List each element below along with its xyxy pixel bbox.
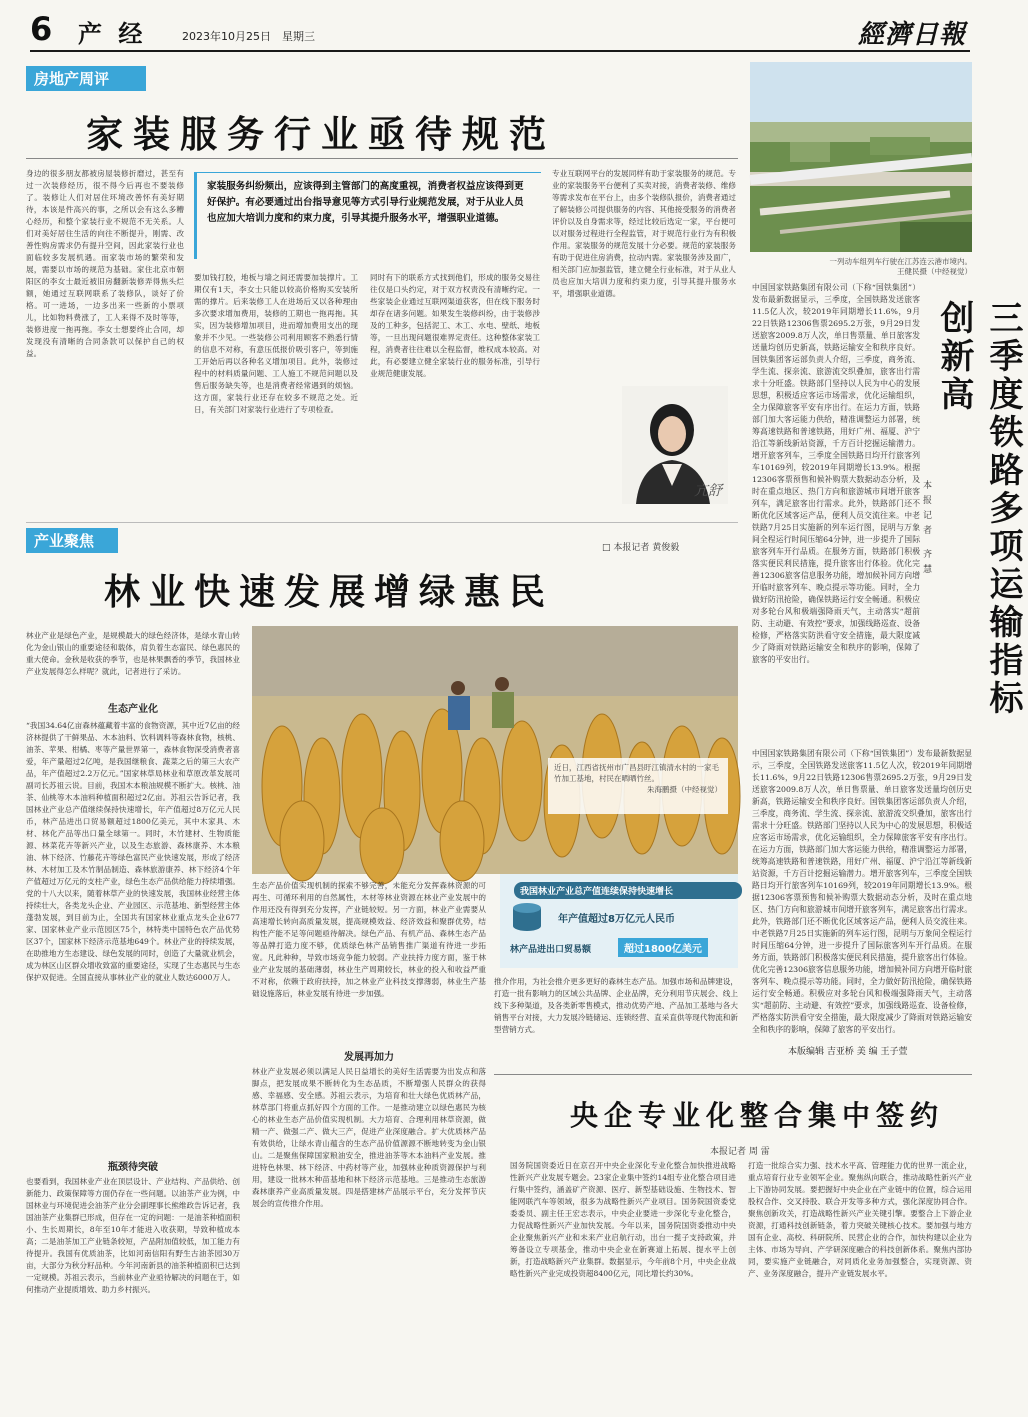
issue-weekday: 星期三 [282, 30, 315, 43]
forestry-infographic [500, 874, 738, 968]
infographic-value-2: 超过1800亿美元 [618, 938, 708, 957]
page-editors: 本版编辑 吉亚桥 美 编 王子萱 [788, 1047, 908, 1057]
realestate-pullquote: 家装服务纠纷频出，应该得到主管部门的高度重视，消费者权益应该得到更好保护。有必要通过出台指导意见等方式引导行业规范发展，对于从业人员也应加大培训力度和约束力度，引导其提升服务水平，增强职业道德。 [207, 181, 524, 224]
railway-body-lower: 中国国家铁路集团有限公司（下称“国铁集团”）发布最新数据显示，三季度，全国铁路发送旅客11.5亿人次，较2019年同期增长11.6%，9月22日铁路12306售票2695.2万张，9月29日发送旅客2009.8万人次，单日售票量、单日旅客发送量均创历史新高，铁路运输安全和秩序良好。国铁集团客运部负责人介绍，三季度，商务流、学生流、探亲流、旅游流交织叠加，旅客出行需求十分旺盛。铁路部门坚持以人民为中心的发展思想，积极适应客运市场需求，优化运输组织，全力保障旅客平安有序出行。在运力方面，铁路部门加大客运能力供给，精准调整运力部署，统筹高速铁路和普速铁路，用好广州、福厦、沪宁沿江等新线新站资源，千方百计挖掘运输潜力。增开旅客列车，三季度全国铁路日均开行旅客列车10169列，较2019年同期增长13.9%。根据12306客票预售和候补购票大数据动态分析，及时在重点地区、热门方向和旅游城市间增开旅客列车，满足旅客出行需求。此外，铁路部门还不断优化区域客运产品，便利人员交流往来。中老铁路7月25日实施新的列车运行图，昆明与万象间全程运行时间压缩64分钟，进一步提升了国际旅客列车开行品质。在服务方面，铁路部门积极落实便民利民措施，提升旅客出行体验。优化完善12306旅客信息服务功能，增加候补同方向增开临时旅客列车、晚点提示等功能。同时，全力做好防汛抢险，确保铁路运行安全畅通。积极应对多轮台风和极端强降雨天气，主动落实“超前防、主动避、有效控”要求，加强线路巡查、设备检修，严格落实防洪看守安全措施，最大限度减少了降雨对铁路运输安全和秩序的影响，保障了旅客的平安出行。 [752, 749, 972, 1034]
soe-headline: 央企专业化整合集中签约 [570, 1099, 945, 1132]
forestry-photo-caption: 近日，江西省抚州市广昌县盱江镇清水村的一家毛竹加工基地，村民在晒晒竹丝。 [554, 763, 719, 783]
forestry-column-2b: 林业产业发展必须以满足人民日益增长的美好生活需要为出发点和落脚点，把发展成果不断转化为生态品质，不断增强人民群众的获得感、幸福感、安全感。苏祖云表示，为培育和壮大绿色优质林产品，林草部门将重点抓好四个方面的工作。一是推动建立以绿色惠民为核心的林业生态产品价值实现机制。大力培育、合理利用林草资源，做精一产、做强二产、做大三产，促进产业深度融合。扩大优质林产品有效供给，让绿水青山蕴含的生态产品价值源源不断地转变为金山银山。二是聚焦保障国家粮油安全，推进油茶等木本油料产业发展。推进特色林果、林下经济、中药材等产业，加强林业种质资源保护与利用，建设一批林木种苗基地和林下经济示范基地。三是推动生态旅游森林康养产业高质量发展。四是搭建林产品展示平台，充分发挥节庆展会的宣传推介作用。 [252, 1067, 486, 1208]
infographic-label-2: 林产品进出口贸易额 [510, 945, 592, 955]
section-tag-realestate: 房地产周评 [26, 66, 146, 91]
issue-date: 2023年10月25日 [182, 30, 271, 43]
forestry-photo [252, 626, 738, 874]
realestate-column-1: 身边的很多朋友都被房屋装修折磨过，甚至有过一次装修经历，很不得今后再也不要装修了。装修让人们对居住环境改善怀有美好期待，本该是件高兴的事，之所以会有这么多糟心经历，和整个家装行业不规范不无关系。人们对美好居住生活的向往不断提升，刚需、改善性购房需求仍有提升空间，因此家装行业也面临较多发展机遇。而家装市场的繁荣和发展，需要以市场的规范为基础。家住北京市朝阳区的李女士最近被旧房翻新装修弄得焦头烂额，她通过互联网联系了装修队，谈好了价格。可一进场，一边多出来一些新的小票项儿，比如物料费涨了，工人来得不及时等等，装修进度一拖再拖。李女士想要终止合同，却发现没有清晰的合同条款可以保护自己的权益。 [26, 169, 184, 358]
forestry-column-2: 生态产品价值实现机制的探索不够完善，未能充分发挥森林资源的可再生、可循环利用的自然属性，木材等林业资源在林业产业发展中的作用还没有得到充分发挥，产业链较短。另一方面，林业产业需要从高速增长转向高质量发展，提高规模效益、经济效益和聚群优势，结构性产能不足等问题亟待解决。绿色产品、有机产品、森林生态产品等品牌打造力度不够，优质绿色林产品销售推广渠道有待进一步拓宽。凡此种种，导致市场竞争能力较弱。产业扶持力度方面，鉴于林业产业发展的基础薄弱，林业生产周期较长，林业的投入和收益严重不对称，依赖于政府扶持，加之林业产业科技支撑薄弱，林业生产基础设施落后，林业发展有待进一步加强。 [252, 881, 486, 998]
forestry-subhead-1: 生态产业化 [108, 704, 158, 715]
infographic-value-1: 年产值超过8万亿元人民币 [558, 914, 675, 925]
soe-box-rule [494, 1074, 972, 1075]
realestate-headline-rule [26, 158, 738, 159]
railway-body: 中国国家铁路集团有限公司（下称“国铁集团”）发布最新数据显示，三季度，全国铁路发送旅客11.5亿人次，较2019年同期增长11.6%，9月22日铁路12306售票2695.2万张，9月29日发送旅客2009.8万人次，单日售票量、单日旅客发送量均创历史新高，铁路运输安全和秩序良好。国铁集团客运部负责人介绍，三季度，商务流、学生流、探亲流、旅游流交织叠加，旅客出行需求十分旺盛。铁路部门坚持以人民为中心的发展思想，积极适应客运市场需求，优化运输组织，全力保障旅客平安有序出行。在运力方面，铁路部门加大客运能力供给，精准调整运力部署，统筹高速铁路和普速铁路，用好广州、福厦、沪宁沿江等新线新站资源，千方百计挖掘运输潜力。增开旅客列车，三季度全国铁路日均开行旅客列车10169列，较2019年同期增长13.9%。根据12306客票预售和候补购票大数据动态分析，及时在重点地区、热门方向和旅游城市间增开旅客列车，满足旅客出行需求。此外，铁路部门还不断优化区域客运产品，便利人员交流往来。中老铁路7月25日实施新的列车运行图，昆明与万象间全程运行时间压缩64分钟，进一步提升了国际旅客列车开行品质。在服务方面，铁路部门积极落实便民利民措施，提升旅客出行体验。优化完善12306旅客信息服务功能，增加候补同方向增开临时旅客列车、晚点提示等功能。同时，全力做好防汛抢险，确保铁路运行安全畅通。积极应对多轮台风和极端强降雨天气，主动落实“超前防、主动避、有效控”要求，加强线路巡查、设备检修，严格落实防洪看守安全措施，最大限度减少了降雨对铁路运输安全和秩序的影响，保障了旅客的平安出行。 [752, 283, 920, 664]
railway-photo-credit: 王健民摄（中经视觉） [897, 267, 972, 276]
realestate-column-4: 专业互联网平台的发展同样有助于家装服务的规范。专业的家装服务平台便利了买卖对接，消费者装修、维修等需求发布在平台上，由多个装修队报价，消费者通过了解装修公司提供服务的内容、其他接受服务的消费者评价以及自身需求等，经过比较后选定一家，平台便可以对服务过程进行全程监管，对于规范行业行为有积极作用。家装服务的规范发展十分必要。规范的家装服务有助于促进住房消费，拉动内需。家装服务涉及面广，相关部门应加强监管，建立健全行业标准，对于从业人员也应加大培训力度和约束力度，引导其提升服务水平，增强职业道德。 [552, 169, 736, 298]
forestry-column-3: 推介作用，为社会推介更多更好的森林生态产品。加强市场和品牌建设，打造一批有影响力的区域公共品牌、企业品牌，充分利用节庆展会、线上线下多种渠道，及各类新零售模式，推动优势产地、产品加工基地与各大销售平台对接，大力发展冷链储运、连锁经营、直采直供等现代物流和新型营销方式。 [494, 977, 738, 1034]
soe-column-1: 国务院国资委近日在京召开中央企业深化专业化整合加快推进战略性新兴产业发展专题会。23家企业集中签约14组专业化整合项目进行集中签约，涵盖矿产资源、医疗、新型基础设施、生物技术、智能网联汽车等领域，很多为战略性新兴产业项目。国务院国资委党委委员、副主任王宏志表示，中央企业要进一步深化专业化整合，力促战略性新兴产业加快发展。今年以来，国务院国资委推动中央企业聚焦新兴产业和未来产业启航行动，出台一揽子支持政策，并筹备设立专项基金，推动中央企业在新赛道上拓展、提水平上创新，打造战略新兴产业集群。数据显示，今年前8个月，中央企业战略性新兴产业完成投资超8400亿元，同比增长约30%。 [510, 1161, 736, 1278]
columnist-portrait [622, 386, 728, 504]
forestry-subhead-2: 瓶颈待突破 [108, 1162, 158, 1173]
infographic-title: 我国林业产业总产值连续保持快速增长 [514, 882, 742, 899]
forestry-caption-box [548, 758, 728, 814]
soe-byline: 本报记者 周 雷 [710, 1147, 770, 1157]
page-number: 6 [30, 10, 53, 48]
forestry-column-1b: 也要看到，我国林业产业在顶层设计、产业结构、产品供给、创新能力、政策保障等方面仍存在一些问题。以油茶产业为例，中国林业与环境促进会油茶产业分会副理事长熊维政告诉记者，我国油茶产业集群已形成，但存在一定的问题：一是油茶种植面积小、生长周期长，8年至10年才能进入收获期，导致种植成本高；二是油茶加工产业链条较短，产品附加值较低，加工能力有待提升。我国有优质油茶，比如河南信阳有野生古油茶园30万亩，大部分为秋分籽品种。今年河南新县的油茶种植面积已达到一定规模。苏祖云表示，当前林业产业亟待解决的问题在于，如何推动产业提质增效、助力乡村振兴。 [26, 1177, 240, 1294]
realestate-column-2: 要加钱打胶，地板与墙之间还需要加装撑片。工期仅有1天，李女士只能以较高价格购买安装所需的撑片。后来装修工人在进场后又以各种理由多次要求增加费用，装修的工期也一拖再拖。其实，因为装修增加项目，进而增加费用支出的现象并不少见。一些装修公司利用顾客不熟悉行情的信息不对称，有意压低报价吸引客户，等到施工开始后再以各种名义增加项目。此外，装修过程中的材料质量问题、工人施工不规范问题以及售后服务缺失等，也是消费者经常遇到的烦恼。这方面，家装行业还存在较多不规范之处。近日，有关部门对家装行业进行了专项检查。 [194, 273, 358, 414]
section-name: 产 经 [78, 19, 147, 48]
forestry-photo-credit: 朱海鹏摄（中经视觉） [647, 785, 722, 794]
realestate-pullquote-box [194, 172, 541, 259]
soe-column-2: 打造一批综合实力强、技术水平高、管理能力优的世界一流企业，重点培育行业专业领军企业。聚焦纵向联合，推动战略性新兴产业上下游协同发展。要把握好中央企业在产业链中的位置，综合运用股权合作、交叉持股、联合开发等多种方式，强化深度协同合作。聚焦创新攻关，打造战略性新兴产业关键引擎。要整合上下游企业资源，打通科技创新链条，着力突破关键核心技术。要加强与地方国有企业、高校、科研院所、民营企业的合作，加快构建以企业为主体、市场为导向、产学研深度融合的科技创新体系。聚焦内部协同，要实施产业链融合，对同质化业务加强整合，实现资源、资产、业务深度融合，提升产业链发展水平。 [748, 1161, 972, 1278]
railway-photo-caption: 一列动车组列车行驶在江苏连云港市境内。 [829, 257, 972, 266]
railway-byline: 本报记者 齐慧 [921, 480, 931, 579]
realestate-headline: 家装服务行业亟待规范 [86, 112, 556, 156]
masthead-rule [30, 50, 970, 52]
forestry-subhead-3: 发展再加力 [344, 1052, 394, 1063]
paper-logo: 經濟日報 [858, 20, 967, 50]
section-tag-forestry: 产业聚焦 [26, 528, 118, 553]
realestate-column-3: 同时有下的联系方式找到他们，形成的服务交易往往仅是口头约定，对于双方权责没有清晰约定。一些家装企业通过互联网渠道获客，但在线下服务时却存在诸多问题。如果发生装修纠纷，由于装修涉及的工种多，包括泥工、木工、水电、壁纸、地板等，一旦出现问题很难界定责任。这种整体家装工程，消费者往往难以全程监督，维权成本较高。对此，有必要建立健全家装行业的服务标准，引导行业规范健康发展。 [370, 273, 540, 378]
masthead [0, 0, 1000, 62]
railway-headline: 三季度铁路多项运输指标创新高 [934, 300, 1023, 718]
forestry-intro: 林业产业是绿色产业，是规模最大的绿色经济体，是绿水青山转化为金山银山的重要途径和载体，肩负着生态富民、绿色惠民的重大使命。金秋是收获的季节，也是林果飘香的季节，我国林业产业发展得怎么样呢？就此，记者进行了采访。 [26, 631, 240, 676]
forestry-headline: 林业快速发展增绿惠民 [104, 571, 555, 613]
forestry-byline: □ 本报记者 黄俊毅 [602, 543, 680, 553]
forestry-top-rule [26, 522, 738, 523]
railway-photo [750, 62, 972, 252]
forestry-column-1: “我国34.64亿亩森林蕴藏着丰富的食物资源，其中近7亿亩的经济林提供了干鲜果品、木本油料、饮料调料等森林食物，核桃、油茶、苹果、柑橘、枣等产量世界第一，森林食物深受消费者喜爱，年产量超过2亿吨，是我国继粮食、蔬菜之后的第三大农产品，年产值超过2.2万亿元。”国家林草局林业和草原改革发展司副司长苏祖云说。目前，我国木本粮油规模不断扩大。核桃、油茶、仙桃等木本油料种植面积超过2亿亩。苏祖云告诉记者，我国林业产业总产值继续保持快速增长，年产值超过8万亿元人民币，林产品进出口贸易额超过1800亿美元，其中木家具、木材、林化产品等出口量全球第一。同时，木竹建材、生物质能源、林菜花卉等新兴产业，以及生态旅游、森林康养、木本粮油、林下经济、竹藤花卉等绿色富民产业快速发展，形成了经济林、木材加工及木竹制品制造、森林旅游康养、林下经济4个年产值超过万亿元的支柱产业，绿色生态产品供给能力持续增强。党的十八大以来，随着林草产业的快速发展，我国林业经营主体持续壮大，各类龙头企业、产业园区、示范基地、新型经营主体蓬勃发展，到目前为止，全国共有国家林业重点龙头企业677家、国家林业产业示范园区75个，林特类中国特色农产品优势区37个，国家林下经济示范基地649个。林业产业的持续发展，在助推地方生态建设、绿色发展的同时，创造了大量就业机会，成为林区山区群众增收致富的重要途径，实现了生态惠民与生态保护双促进。全国直接从事林业产业的就业人数达6000万人。 [26, 721, 240, 982]
columnist-signature: 亢舒 [694, 483, 722, 499]
coin-stack-icon [510, 894, 544, 934]
